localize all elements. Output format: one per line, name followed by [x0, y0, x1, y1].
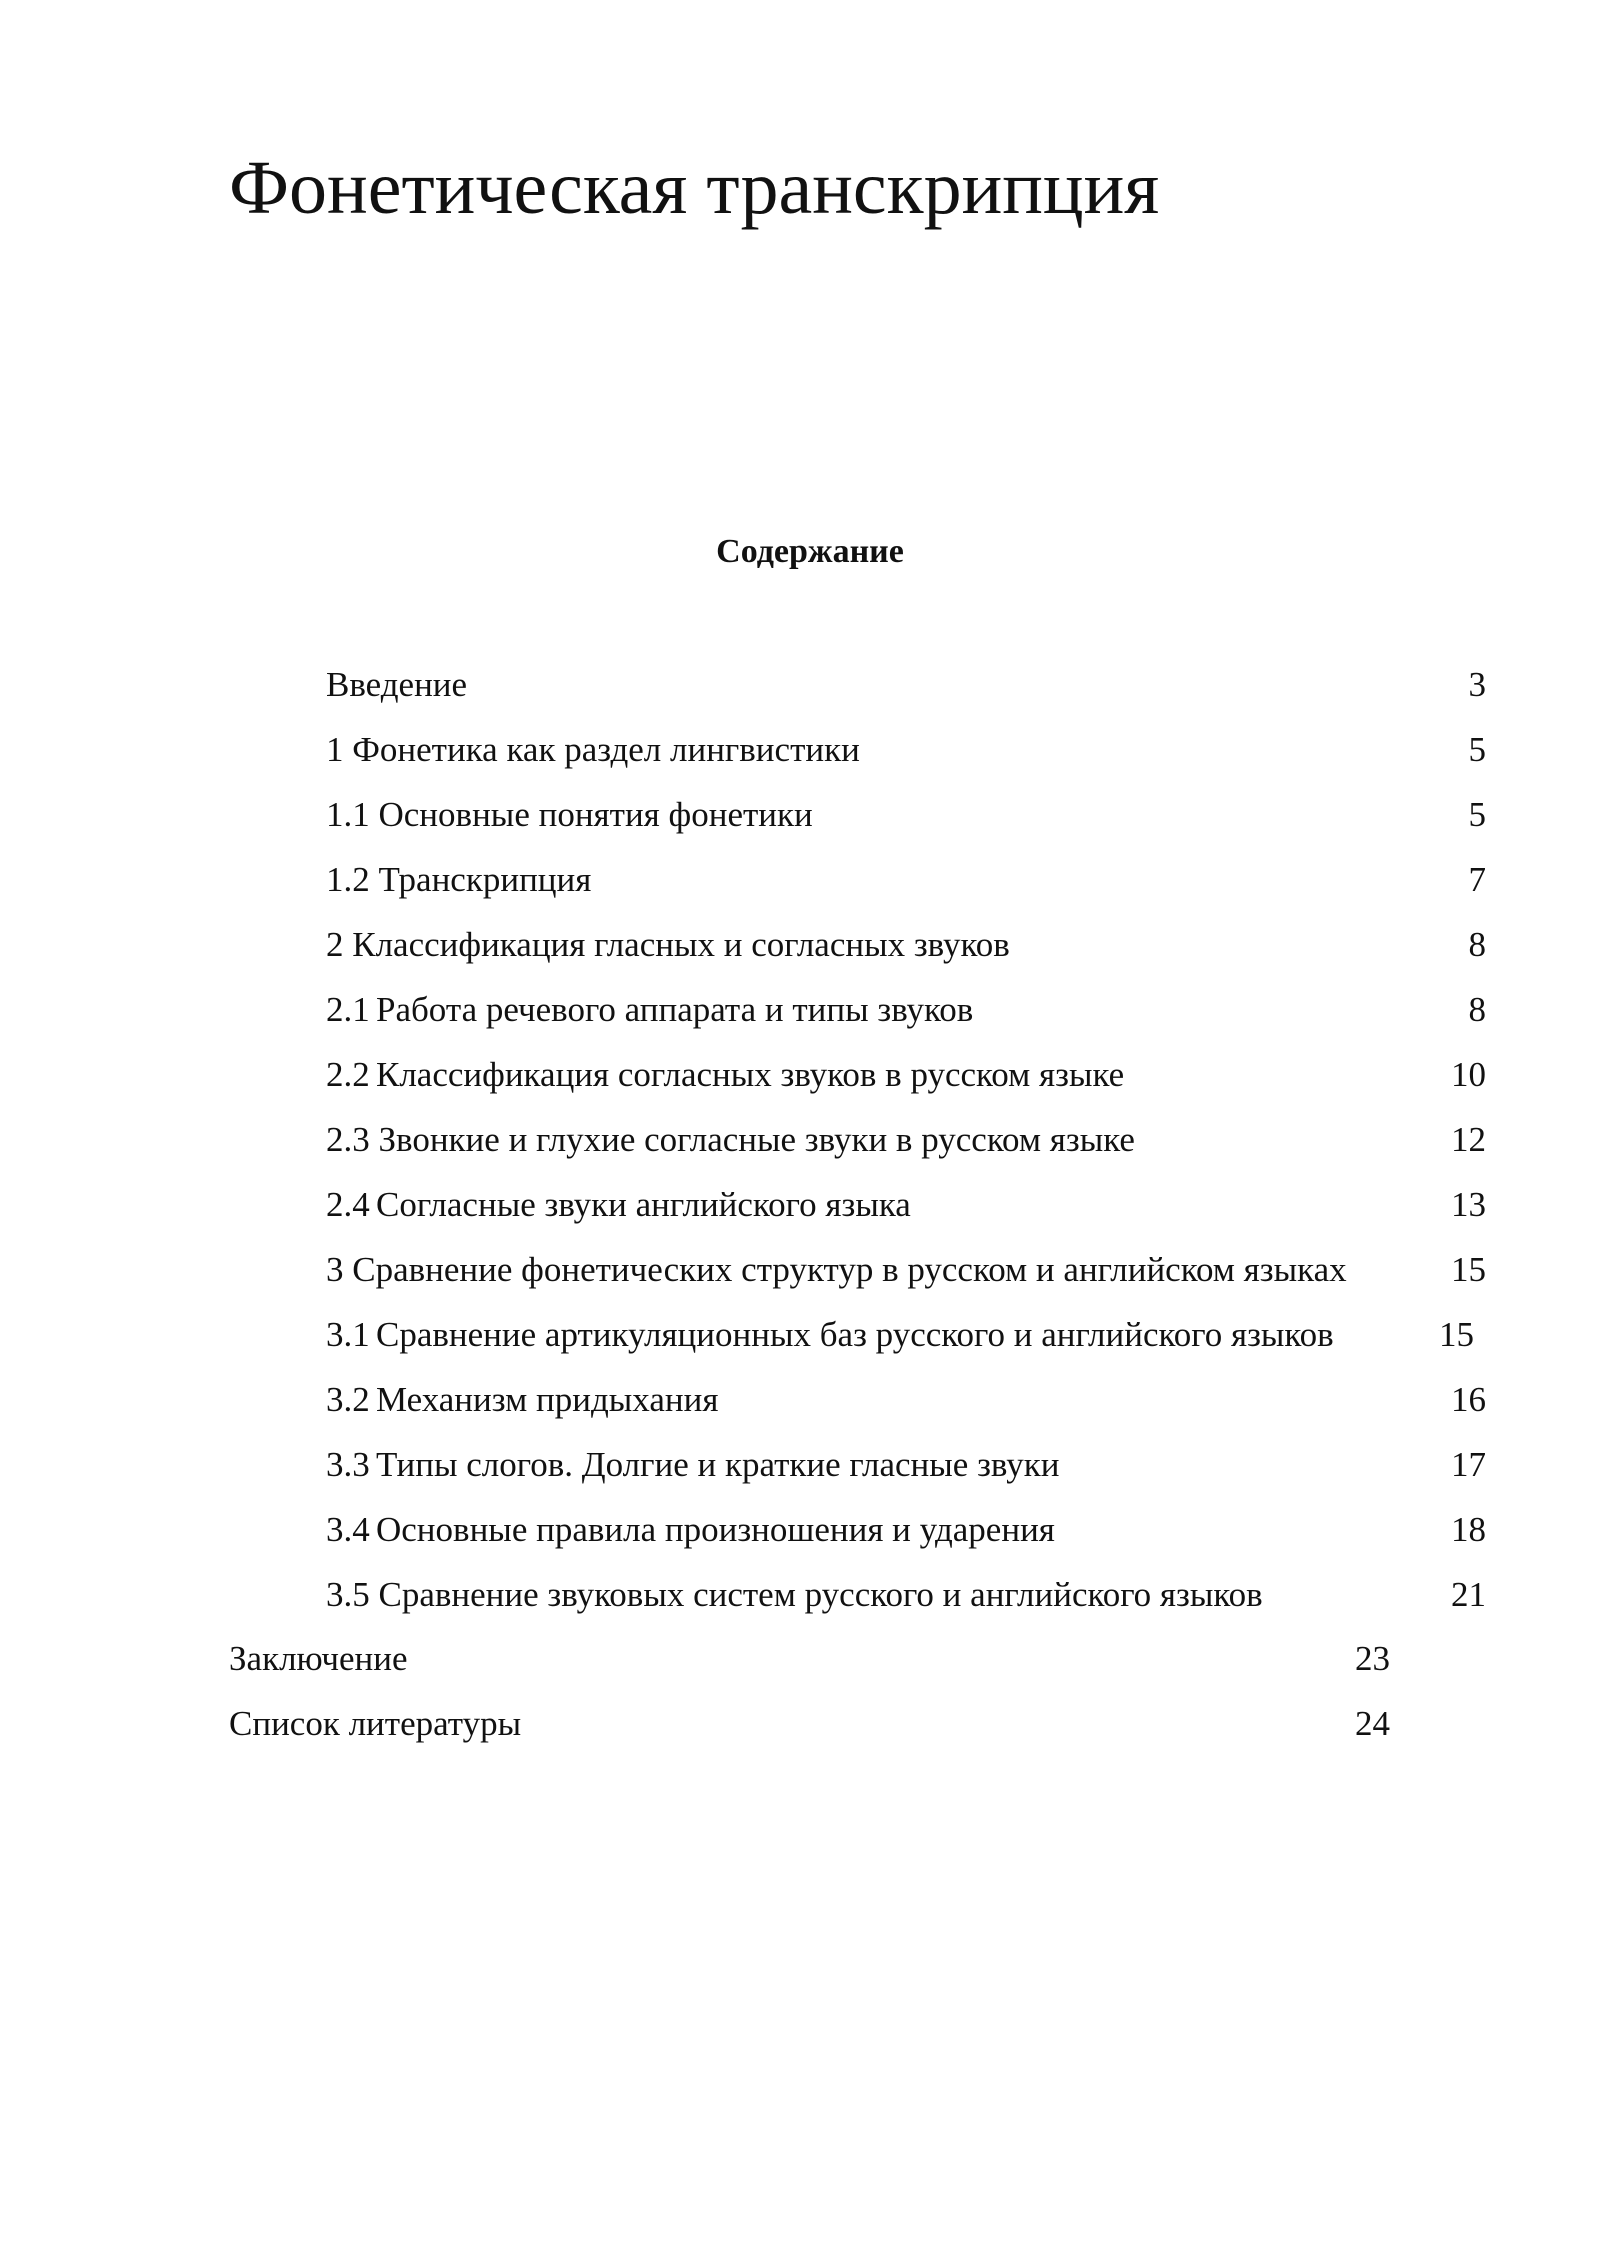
toc-heading: Содержание [716, 533, 904, 570]
toc-entry-title: Список литературы [229, 1704, 522, 1743]
toc-entry-page: 18 [1451, 1510, 1486, 1549]
toc-entry-title: Сравнение фонетических структур в русском и английском языках [352, 1250, 1347, 1289]
toc-entry-page: 7 [1468, 860, 1486, 899]
toc-entry-title: Введение [326, 665, 468, 704]
toc-entry-title: Типы слогов. Долгие и краткие гласные звуки [376, 1445, 1060, 1484]
toc-entry-number: 2.3 [326, 1120, 370, 1159]
toc-entry-page: 24 [1355, 1704, 1390, 1743]
toc-entry-page: 3 [1468, 665, 1486, 704]
toc-entry-title: Заключение [229, 1639, 408, 1678]
toc-entry-page: 8 [1468, 925, 1486, 964]
toc-entry-number: 2 [326, 925, 344, 964]
toc-entry-title: Фонетика как раздел лингвистики [352, 730, 860, 769]
toc-entry-title: Звонкие и глухие согласные звуки в русском языке [378, 1120, 1135, 1159]
toc-entry-title: Согласные звуки английского языка [376, 1185, 911, 1224]
toc-entry-title: Основные понятия фонетики [378, 795, 813, 834]
toc-entry-number: 3.4 [326, 1510, 370, 1549]
toc-entry-page: 17 [1451, 1445, 1486, 1484]
toc-entry-title: Классификация гласных и согласных звуков [352, 925, 1010, 964]
toc-entry-page: 8 [1468, 990, 1486, 1029]
toc-entry-page: 13 [1451, 1185, 1486, 1224]
toc-entry-number: 3.2 [326, 1380, 370, 1419]
toc-entry-number: 3.1 [326, 1315, 370, 1354]
toc-entry-page: 21 [1451, 1575, 1486, 1614]
toc-entry-title: Классификация согласных звуков в русском языке [376, 1055, 1125, 1094]
toc-entry-page: 12 [1451, 1120, 1486, 1159]
toc-entry-page: 15 [1451, 1250, 1486, 1289]
toc-entry-page: 10 [1451, 1055, 1486, 1094]
toc-entry-page: 5 [1468, 795, 1486, 834]
toc-entry-title: Механизм придыхания [376, 1380, 719, 1419]
toc-entry-title: Сравнение звуковых систем русского и английского языков [378, 1575, 1263, 1614]
document-title: Фонетическая транскрипция [229, 146, 1160, 230]
toc-entry-number: 2.2 [326, 1055, 370, 1094]
toc-entry-page: 15 [1439, 1315, 1474, 1354]
toc-entry-title: Основные правила произношения и ударения [376, 1510, 1055, 1549]
toc-entry-number: 3.5 [326, 1575, 370, 1614]
toc-entry-title: Транскрипция [378, 860, 592, 899]
toc-entry-page: 16 [1451, 1380, 1486, 1419]
toc-entry-number: 3.3 [326, 1445, 370, 1484]
toc-entry-title: Сравнение артикуляционных баз русского и английского языков [376, 1315, 1334, 1354]
toc-entry-number: 3 [326, 1250, 344, 1289]
toc-entry-number: 1.2 [326, 860, 370, 899]
toc-entry-page: 5 [1468, 730, 1486, 769]
toc-entry-number: 1 [326, 730, 344, 769]
toc-entry-number: 2.4 [326, 1185, 370, 1224]
toc-entry-title: Работа речевого аппарата и типы звуков [376, 990, 974, 1029]
toc-entry-page: 23 [1355, 1639, 1390, 1678]
toc-entry-number: 1.1 [326, 795, 370, 834]
toc-entry-number: 2.1 [326, 990, 370, 1029]
